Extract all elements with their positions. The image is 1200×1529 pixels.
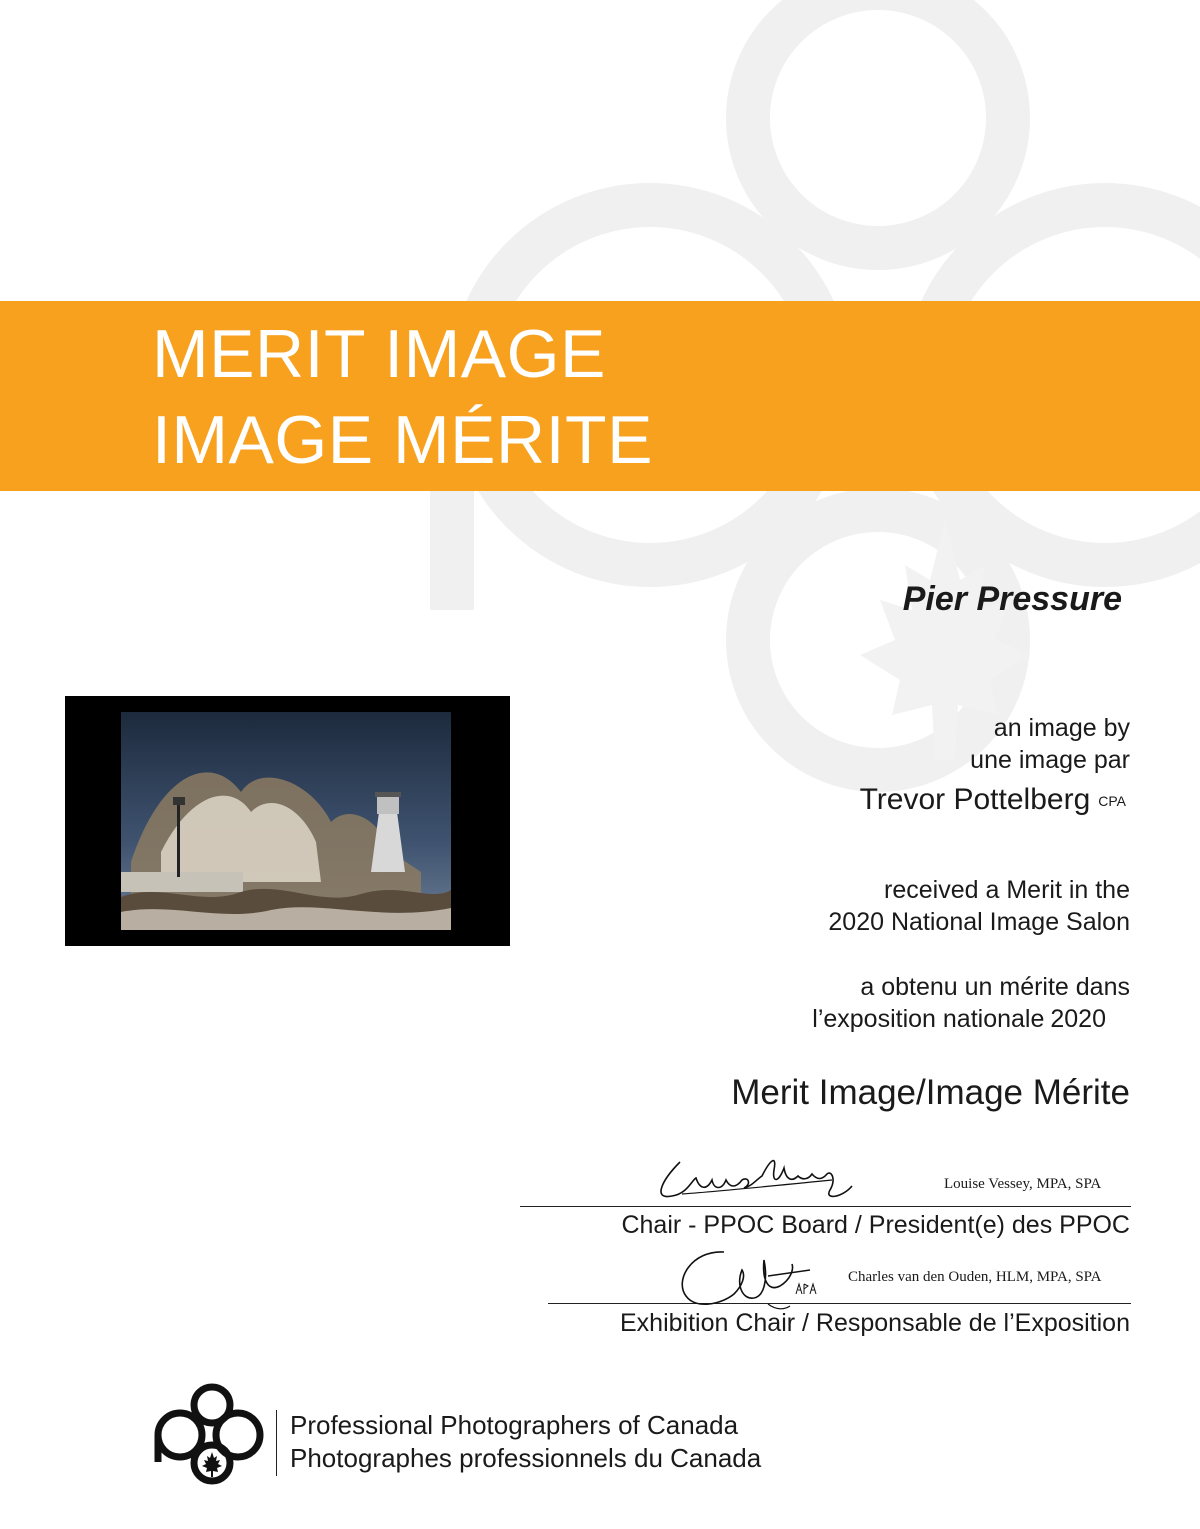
wave-lighthouse-photo — [121, 712, 451, 930]
photographer-name-text: Trevor Pottelberg — [859, 783, 1091, 816]
received-line-2: 2020 National Image Salon — [828, 908, 1130, 936]
obtained-line-1: a obtenu un mérite dans — [860, 973, 1130, 1001]
photographer-name — [860, 783, 1126, 817]
organization-name-en: Professional Photographers of Canada — [290, 1410, 739, 1440]
organization-name-fr: Photographes professionnels du Canada — [290, 1443, 762, 1473]
signature-line-2 — [548, 1303, 1131, 1304]
signature-louise-vessey — [652, 1150, 862, 1210]
signatory-2-name: Charles van den Ouden, HLM, MPA, SPA — [848, 1269, 1102, 1285]
signatory-1-role: Chair - PPOC Board / President(e) des PPOC — [621, 1211, 1130, 1239]
footer-divider — [276, 1410, 277, 1476]
signatory-1-name: Louise Vessey, MPA, SPA — [944, 1176, 1102, 1192]
ppoc-logo — [150, 1382, 266, 1486]
photographer-credential: CPA — [1098, 793, 1126, 810]
received-line-1: received a Merit in the — [884, 876, 1130, 904]
obtained-text — [812, 971, 1130, 1035]
banner-title-fr: IMAGE MÉRITE — [152, 402, 653, 478]
image-title: Pier Pressure — [902, 580, 1122, 618]
signature-charles-van-den-ouden — [672, 1240, 832, 1320]
byline — [970, 712, 1130, 776]
award-name: Merit Image/Image Mérite — [731, 1073, 1130, 1112]
banner-title-en: MERIT IMAGE — [152, 316, 606, 392]
obtained-line-2-text: l’exposition nationale — [812, 1005, 1045, 1033]
byline-en: an image by — [993, 714, 1130, 742]
obtained-line-2 — [812, 1003, 1130, 1035]
received-text — [828, 874, 1130, 938]
byline-fr: une image par — [970, 746, 1130, 774]
title-banner — [0, 301, 1200, 491]
signatory-2-role: Exhibition Chair / Responsable de l’Exposition — [619, 1309, 1130, 1337]
award-photo — [65, 696, 510, 946]
obtained-year: 2020 — [1050, 1005, 1106, 1033]
